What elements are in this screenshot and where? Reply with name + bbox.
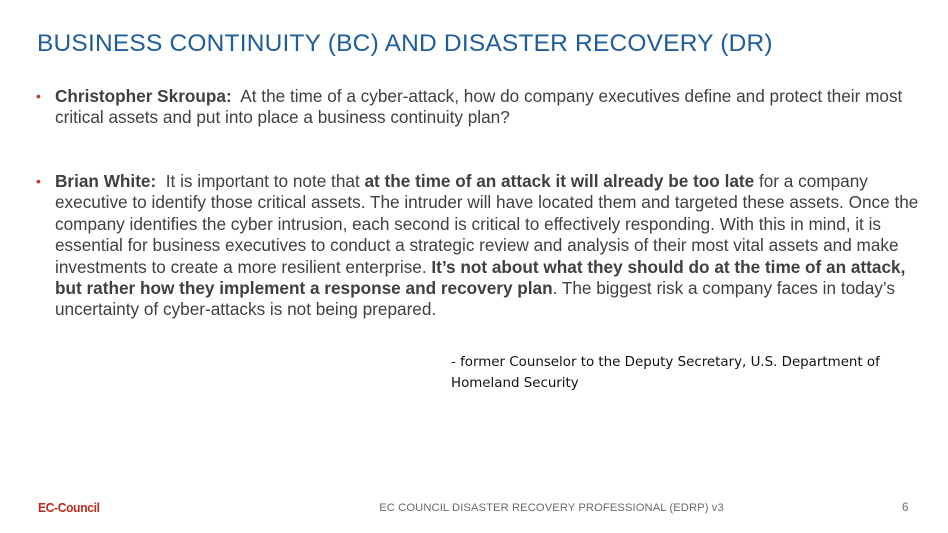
answer-text: It is important to note that — [165, 171, 365, 191]
answer-emphasis: It’s not about what they should do at the time of an attack, but rather how they implement a response and recovery plan — [55, 256, 906, 299]
question-text: At the time of a cyber-attack, how do company executives define and protect their most critical assets and put into place a business continuity plan? — [55, 86, 903, 128]
answer-text: . The biggest risk a company faces in today’s uncertainty of cyber-attacks is not being prepared. — [55, 278, 895, 320]
attribution: - former Counselor to the Deputy Secretary, U.S. Department of Homeland Security — [451, 355, 880, 391]
page-number: 6 — [902, 502, 909, 514]
slide-title: BUSINESS CONTINUITY (BC) AND DISASTER RECOVERY (DR) — [37, 30, 773, 57]
bullet-answer — [36, 171, 925, 321]
bullet-marker: • — [36, 173, 41, 189]
bullet-marker: • — [36, 88, 41, 104]
footer-course-title: EC COUNCIL DISASTER RECOVERY PROFESSIONAL (EDRP) v3 — [379, 502, 724, 514]
speaker-name: Brian White: — [55, 171, 157, 191]
speaker-name: Christopher Skroupa: — [55, 86, 232, 106]
ec-council-logo: EC-Council — [38, 500, 100, 515]
answer-text: for a company executive to identify those critical assets. The intruder will have located them and targeted these assets. Once the company identifies the cyber intrusion, each second is critical to effectively responding. With this in mind, it is essential for business executives to conduct a strategic review and analysis of their most vital assets and make investments to create a more resilient enterprise. — [55, 171, 919, 277]
answer-emphasis: at the time of an attack it will already be too late — [364, 171, 755, 191]
bullet-question — [36, 86, 925, 129]
